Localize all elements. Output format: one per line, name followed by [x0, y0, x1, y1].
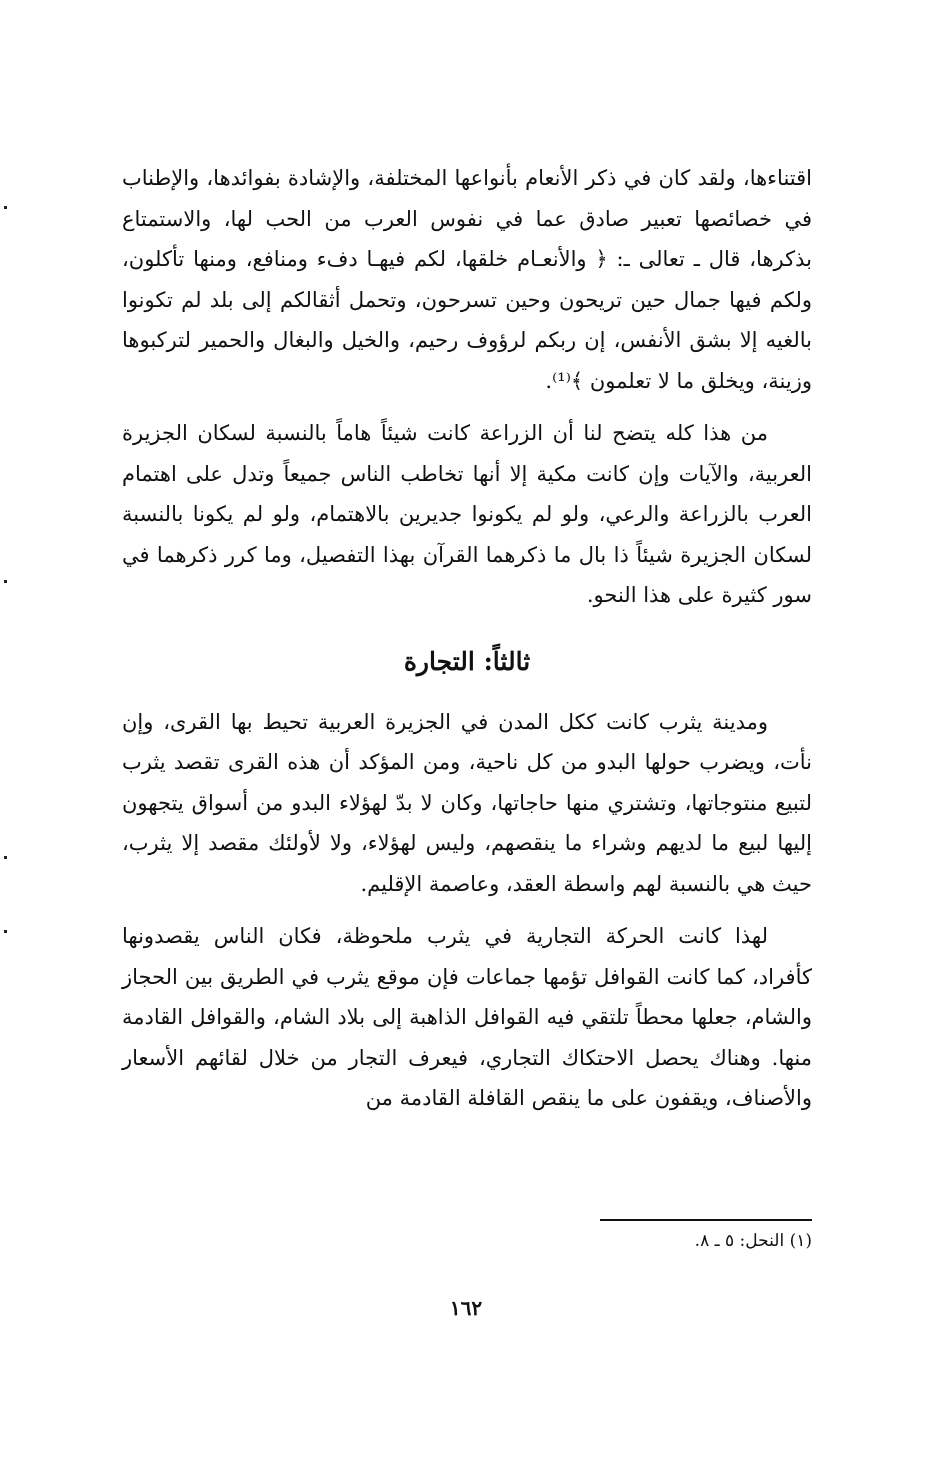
paragraph-2: من هذا كله يتضح لنا أن الزراعة كانت شيئاً هاماً بالنسبة لسكان الجزيرة العربية، والآيات وإن كانت مكية إلا أنها تخاطب الناس جميعاً وتدل على اهتمام العرب بالزراعة والرعي، ولو لم يكونوا جديرين بالاهتمام، ولو لم يكونا بالنسبة لسكان الجزيرة شيئاً ذا بال ما ذكرهما القرآن بهذا التفصيل، وما كرر ذكرهما في سور كثيرة على هذا النحو.: [122, 421, 812, 607]
footnote-divider: [600, 1219, 812, 1221]
paragraph-4: لهذا كانت الحركة التجارية في يثرب ملحوظة، فكان الناس يقصدونها كأفراد، كما كانت القوافل تؤمها جماعات فإن موقع يثرب في الطريق بين الحجاز والشام، جعلها محطاً تلتقي فيه القوافل الذاهبة إلى بلاد الشام، والقوافل القادمة منها. وهناك يحصل الاحتكاك التجاري، فيعرف التجار من خلال لقائهم الأسعار والأصناف، ويقفون على ما ينقص القافلة القادمة من: [122, 924, 812, 1110]
scan-mark: [4, 930, 7, 933]
section-heading: ثالثاً: التجارة: [403, 646, 531, 676]
footnote: (١) النحل: ٥ ـ ٨.: [694, 1231, 812, 1251]
page-number: ١٦٢: [449, 1296, 483, 1320]
page-body: [122, 158, 812, 1119]
paragraph-1: اقتناءها، ولقد كان في ذكر الأنعام بأنواعها المختلفة، والإشادة بفوائدها، والإطناب في خصائصها تعبير صادق عما في نفوس العرب من الحب لها، والاستمتاع بذكرها، قال ـ تعالى ـ: ﴿ والأنعـام خلقها، لكم فيهـا دفء ومنافع، ومنها تأكلون، ولكم فيها جمال حين تريحون وحين تسرحون، وتحمل أثقالكم إلى بلد لم تكونوا بالغيه إلا بشق الأنفس، إن ربكم لرؤوف رحيم، والخيل والبغال والحمير لتركبوها وزينة، ويخلق ما لا تعلمون ﴾⁽¹⁾.: [122, 166, 812, 393]
scan-mark: [4, 856, 7, 859]
paragraph-3: ومدينة يثرب كانت ككل المدن في الجزيرة العربية تحيط بها القرى، وإن نأت، ويضرب حولها البدو من كل ناحية، ومن المؤكد أن هذه القرى تقصد يثرب لتبيع منتوجاتها، وتشتري منها حاجاتها، وكان لا بدّ لهؤلاء البدو من أسواق يتجهون إليها لبيع ما لديهم وشراء ما ينقصهم، وليس لهؤلاء، ولا لأولئك مقصد إلا يثرب، حيث هي بالنسبة لهم واسطة العقد، وعاصمة الإقليم.: [122, 709, 812, 896]
scan-mark: [4, 580, 7, 583]
scan-mark: [4, 206, 7, 209]
